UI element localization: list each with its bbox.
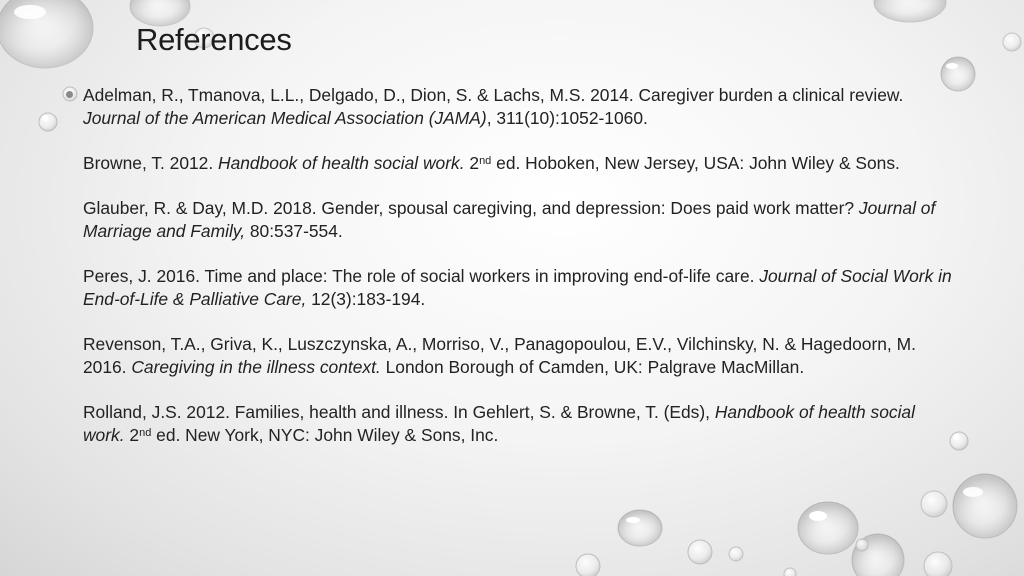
bullet-icon [66, 91, 73, 98]
reference-list [83, 84, 953, 469]
water-drop [688, 540, 712, 564]
water-drop [729, 547, 743, 561]
water-drop [39, 113, 57, 131]
reference-text: Revenson, T.A., Griva, K., Luszczynska, A., Morriso, V., Panagopoulou, E.V., Vilchinsky, N. & Hagedoorn, M. 2016. [83, 334, 916, 377]
reference-source: Journal of Social Work in End-of-Life & Palliative Care, [83, 266, 952, 309]
reference-details: , 311(10):1052-1060. [486, 108, 648, 128]
reference-details: ed. New York, NYC: John Wiley & Sons, Inc. [151, 425, 499, 445]
reference-source: Journal of Marriage and Family, [83, 198, 936, 241]
reference-item [83, 152, 953, 175]
water-drop [784, 568, 796, 576]
reference-item [83, 197, 953, 243]
reference-details: ed. Hoboken, New Jersey, USA: John Wiley & Sons. [491, 153, 900, 173]
water-drop [953, 474, 1017, 538]
water-drop [921, 491, 947, 517]
water-drop [924, 552, 952, 576]
reference-edition: 2 [464, 153, 480, 173]
water-drop [576, 554, 600, 576]
reference-edition-suffix: nd [479, 155, 492, 167]
reference-text: Rolland, J.S. 2012. Families, health and illness. In Gehlert, S. & Browne, T. (Eds), [83, 402, 715, 422]
reference-text: Adelman, R., Tmanova, L.L., Delgado, D., Dion, S. & Lachs, M.S. 2014. Caregiver burden a clinical review. [83, 85, 904, 105]
reference-source: Handbook of health social work. [83, 402, 915, 445]
reference-item [83, 401, 953, 447]
page-title: References [136, 22, 292, 57]
reference-item [83, 265, 953, 311]
reference-edition: 2 [124, 425, 140, 445]
water-drop [798, 502, 858, 554]
reference-text: Browne, T. 2012. [83, 153, 219, 173]
reference-source: Caregiving in the illness context. [131, 357, 381, 377]
reference-item [83, 84, 953, 130]
reference-details: London Borough of Camden, UK: Palgrave MacMillan. [380, 357, 805, 377]
water-drop [1003, 33, 1021, 51]
reference-text: Glauber, R. & Day, M.D. 2018. Gender, spousal caregiving, and depression: Does paid work matter? [83, 198, 859, 218]
reference-details: 12(3):183-194. [306, 289, 426, 309]
reference-details: 80:537-554. [245, 221, 343, 241]
reference-source: Handbook of health social work. [218, 153, 465, 173]
reference-item [83, 333, 953, 379]
water-drop [874, 0, 946, 22]
reference-edition-suffix: nd [139, 427, 152, 439]
water-drop [0, 0, 93, 68]
reference-source: Journal of the American Medical Association (JAMA) [83, 108, 487, 128]
water-drop [618, 510, 662, 546]
reference-text: Peres, J. 2016. Time and place: The role of social workers in improving end-of-life care. [83, 266, 760, 286]
water-drop [856, 539, 868, 551]
